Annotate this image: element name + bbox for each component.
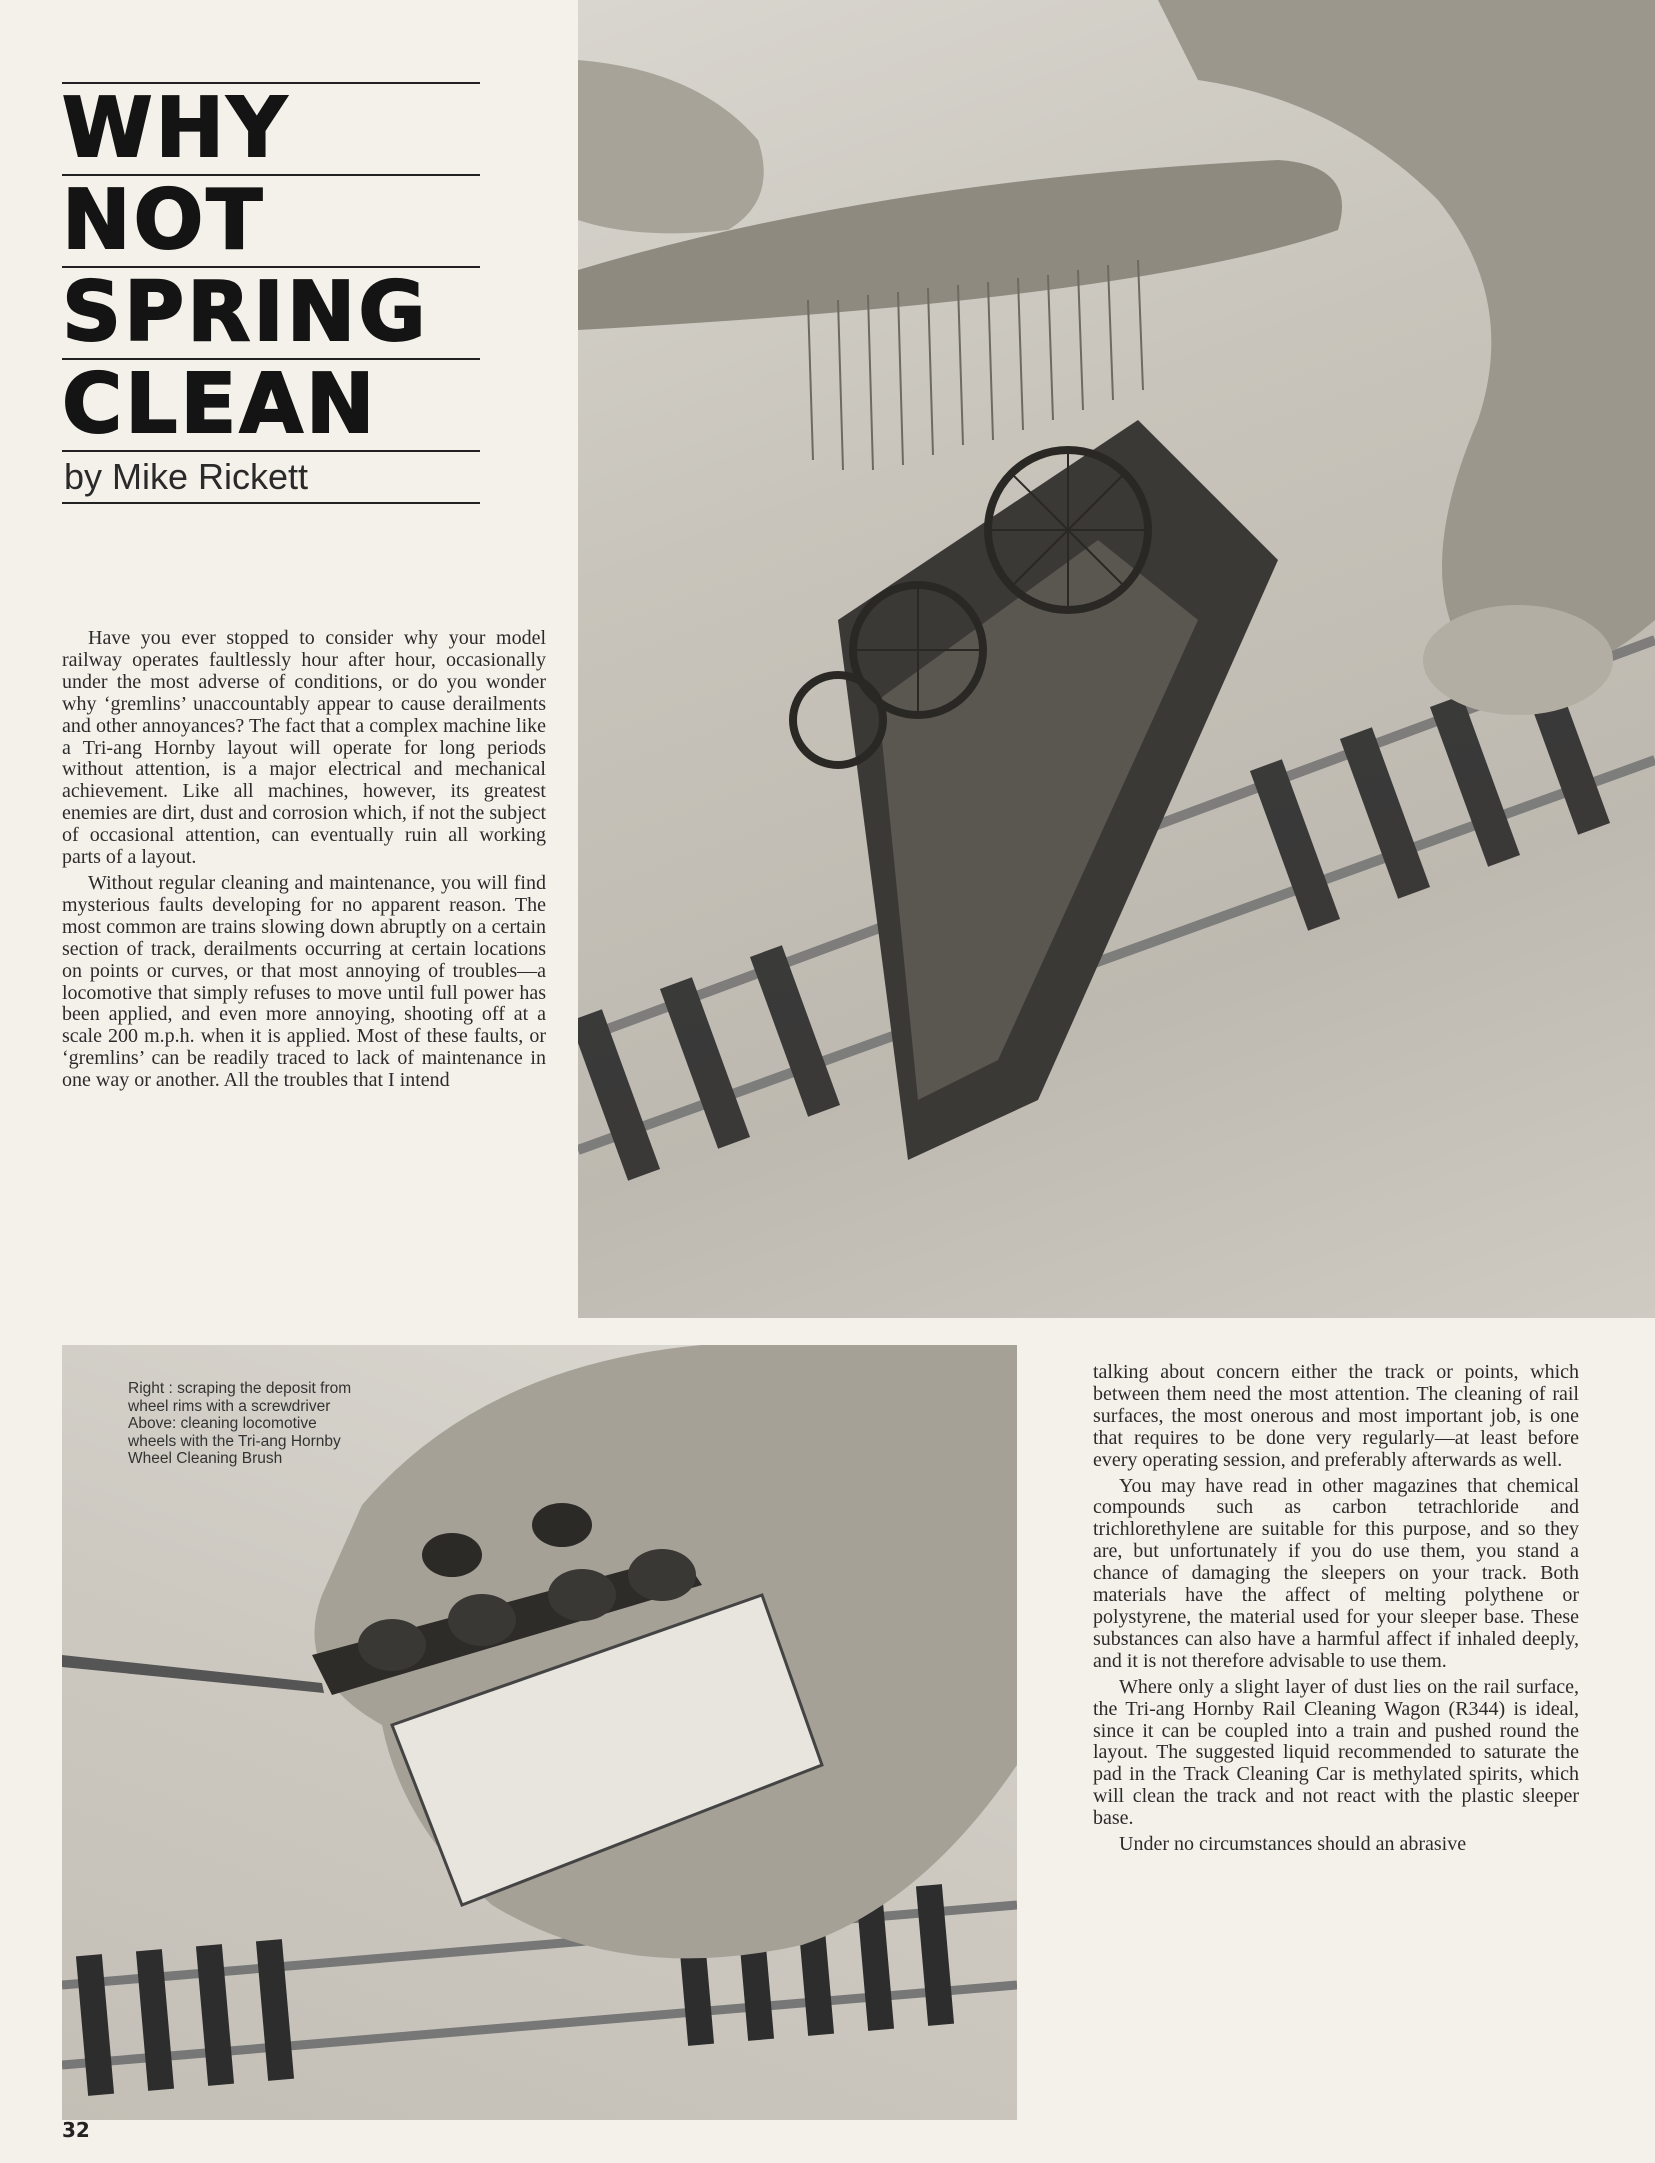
article-paragraph: Without regular cleaning and maintenance, you will find mysterious faults developing for no apparent reason. The most common are trains slowing down abruptly on a certain section of track, derailments occurring at certain locations on points or curves, or that most annoying of troubles—a locomotive that simply refuses to move until full power has been applied, and even more annoying, shooting off at a scale 200 m.p.h. when it is applied. Most of these faults, or ‘gremlins’ can be readily traced to lack of maintenance in one way or another. All the troubles that I intend: [62, 871, 546, 1092]
article-paragraph: Have you ever stopped to consider why your model railway operates faultlessly hour after hour, occasionally under the most adverse of conditions, or do you wonder why ‘gremlins’ unaccountably appear to cause derailments and other annoyances? The fact that a complex machine like a Tri-ang Hornby layout will operate for long periods without attention, is a major electrical and mechanical achievement. Like all machines, however, its greatest enemies are dirt, dust and corrosion which, if not the subject of occasional attention, can eventually ruin all working parts of a layout.: [62, 627, 546, 869]
caption-line: wheel rims with a screwdriver: [128, 1397, 331, 1415]
article-paragraph: talking about concern either the track or points, which between them need the most attention. The cleaning of rail surfaces, the most onerous and most important job, is one that requires to be done very regularly—at least before every operating session, and preferably afterwards as well.: [1093, 1361, 1579, 1471]
title-line-2: NOT: [62, 173, 266, 268]
title-block: [62, 82, 480, 504]
article-paragraph: You may have read in other magazines that chemical compounds such as carbon tetrachloride and trichlorethylene are suitable for this purpose, and so they are, but unfortunately if you do use them, you stand a chance of damaging the sleepers on your track. Both materials have the affect of melting polythene or polystyrene, the material used for your sleeper base. These substances can also have a harmful affect if inhaled deeply, and it is not therefore advisable to use them.: [1093, 1474, 1579, 1672]
caption-line: wheels with the Tri-ang Hornby: [128, 1432, 341, 1450]
article-column-right: [1093, 1362, 1579, 1860]
caption-line: Wheel Cleaning Brush: [128, 1450, 283, 1467]
byline: by Mike Rickett: [64, 456, 309, 497]
title-rule: [62, 502, 480, 504]
caption-line: Right : scraping the deposit from: [128, 1380, 352, 1397]
title-line-4: CLEAN: [62, 357, 378, 452]
photo-caption: [128, 1380, 356, 1468]
title-line-1: WHY: [62, 81, 290, 176]
page-number: 32: [62, 2118, 90, 2142]
title-line-3: SPRING: [62, 265, 429, 360]
photo-wheel-cleaning-brush: [578, 0, 1655, 1318]
article-paragraph: Where only a slight layer of dust lies on the rail surface, the Tri-ang Hornby Rail Cleaning Wagon (R344) is ideal, since it can be coupled into a train and pushed round the layout. The suggested liquid recommended to saturate the pad in the Track Cleaning Car is methylated spirits, which will clean the track and not react with the plastic sleeper base.: [1093, 1675, 1579, 1830]
article-paragraph: Under no circumstances should an abrasive: [1119, 1833, 1467, 1856]
caption-line: Above: cleaning locomotive: [128, 1415, 317, 1432]
article-column-left: [62, 628, 546, 1096]
